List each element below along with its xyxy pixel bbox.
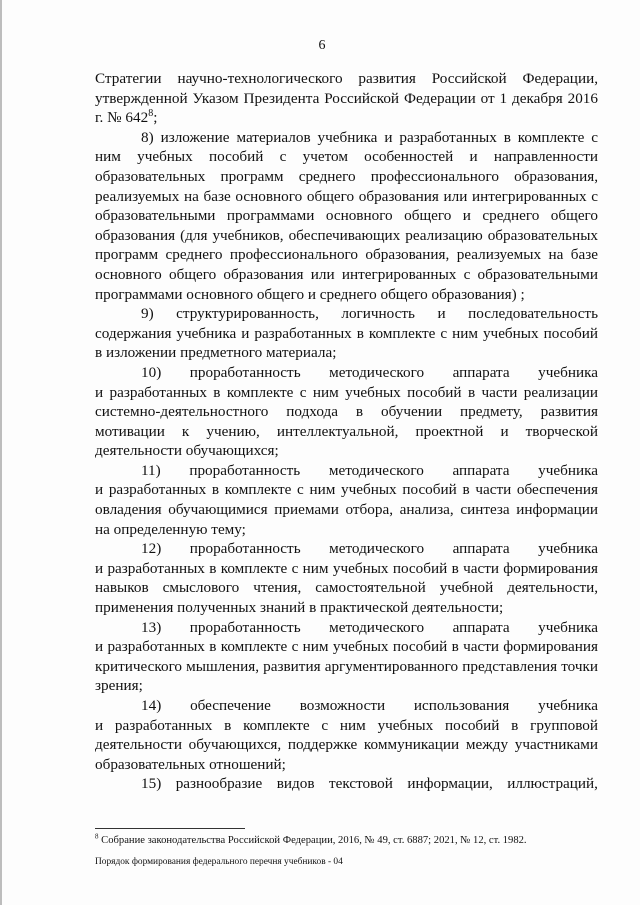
- footnote: [95, 834, 605, 847]
- list-item-word: информации,: [407, 775, 493, 793]
- list-item-word: 11): [141, 461, 161, 479]
- list-item-word: 10): [141, 363, 162, 381]
- list-item-word: учебника: [538, 363, 598, 381]
- intro-end: ;: [153, 109, 158, 127]
- list-item-word: проработанность: [189, 618, 301, 636]
- list-item-word: методического: [329, 540, 425, 558]
- intro-paragraph: [95, 69, 598, 128]
- body-text: [95, 69, 598, 794]
- footer-text: Порядок формирования федерального перечня учебников - 04: [95, 857, 343, 867]
- list-item-9: 9) структурированность, логичность и последовательность содержания учебника и разработанных в комплекте с ним учебных пособий в изложении предметного материала;: [95, 305, 598, 362]
- list-item-word: учебника: [538, 540, 598, 558]
- footnote-ref: 8: [148, 108, 154, 120]
- list-item-continuation: и разработанных в комплекте с ним учебных пособий в части формирования навыков смыслового чтения, самостоятельной учебной деятельности, применения полученных знаний в практической деятельности;: [95, 559, 598, 617]
- footnote-divider: [95, 828, 245, 829]
- list-item-word: обеспечение: [190, 697, 271, 714]
- list-item-word: проработанность: [189, 540, 301, 558]
- list-item-continuation: и разработанных в комплекте с ним учебных пособий в части обеспечения овладения обучающимися приемами отбора, анализа, синтеза информации на определенную тему;: [95, 481, 598, 538]
- list-item-word: учебника: [538, 461, 598, 479]
- list-item-word: 14): [141, 697, 162, 714]
- list-item-word: проработанность: [189, 461, 301, 479]
- list-item-word: 12): [141, 540, 162, 558]
- footnote-text: Собрание законодательства Российской Федерации, 2016, № 49, ст. 6887; 2021, № 12, ст. 1982.: [98, 835, 527, 846]
- list-item-head: [141, 539, 598, 559]
- list-item-word: проработанность: [189, 363, 301, 381]
- intro-text: Стратегии научно-технологического развития Российской Федерации, утвержденной Указом Президента Российской Федерации от 1 декабря 2016 г. № 642: [95, 70, 598, 127]
- list-item-word: разнообразие: [175, 775, 263, 793]
- list-item-word: аппарата: [452, 540, 510, 558]
- list-item-word: 13): [141, 618, 162, 636]
- list-item-word: текстовой: [328, 775, 393, 793]
- list-item-head: [141, 363, 598, 383]
- list-item-word: видов: [276, 775, 315, 793]
- list-item-continuation: и разработанных в комплекте с ним учебных пособий в части формирования критического мышления, развития аргументированного представления точки зрения;: [95, 638, 598, 695]
- list-item-head: [141, 696, 598, 716]
- list-item-head: [141, 461, 598, 481]
- list-item-word: аппарата: [452, 461, 510, 479]
- list-item-word: иллюстраций,: [507, 775, 598, 793]
- list-item-continuation: и разработанных в комплекте с ним учебных пособий в групповой деятельности обучающихся, поддержке коммуникации между участниками образовательных отношений;: [95, 716, 598, 773]
- list-item-word: учебника: [538, 618, 598, 636]
- list-item-word: возможности: [299, 697, 386, 714]
- list-item-word: методического: [328, 461, 424, 479]
- split-items: [95, 363, 598, 794]
- list-item-word: использования: [413, 697, 510, 714]
- list-item-continuation: и разработанных в комплекте с ним учебных пособий в части реализации системно-деятельностного подхода в обучении предмету, развития мотивации к учению, интеллектуальной, проектной и творческой деятельности обучающихся;: [95, 383, 598, 460]
- list-item-8: 8) изложение материалов учебника и разработанных в комплекте с ним учебных пособий с учетом особенностей и направленности образовательных программ среднего профессионального образования, реализуемых на базе основного общего образования или интегрированных с образовательными программами основного общего и среднего общего образования (для учебников, обеспечивающих реализацию образовательных программ среднего профессионального образования, реализуемых на базе основного общего образования или интегрированных с образовательными программами основного общего и среднего общего образования) ;: [95, 128, 598, 303]
- list-item-word: аппарата: [452, 618, 510, 636]
- list-item-word: методического: [329, 363, 425, 381]
- list-item-head: [141, 618, 598, 638]
- list-item-word: учебника: [538, 697, 598, 714]
- page-number: 6: [318, 38, 326, 53]
- list-item-word: аппарата: [452, 363, 510, 381]
- footnote-mark: 8: [95, 832, 99, 841]
- list-item-head: [141, 774, 598, 794]
- list-item-word: 15): [141, 775, 162, 793]
- list-item-word: методического: [329, 618, 425, 636]
